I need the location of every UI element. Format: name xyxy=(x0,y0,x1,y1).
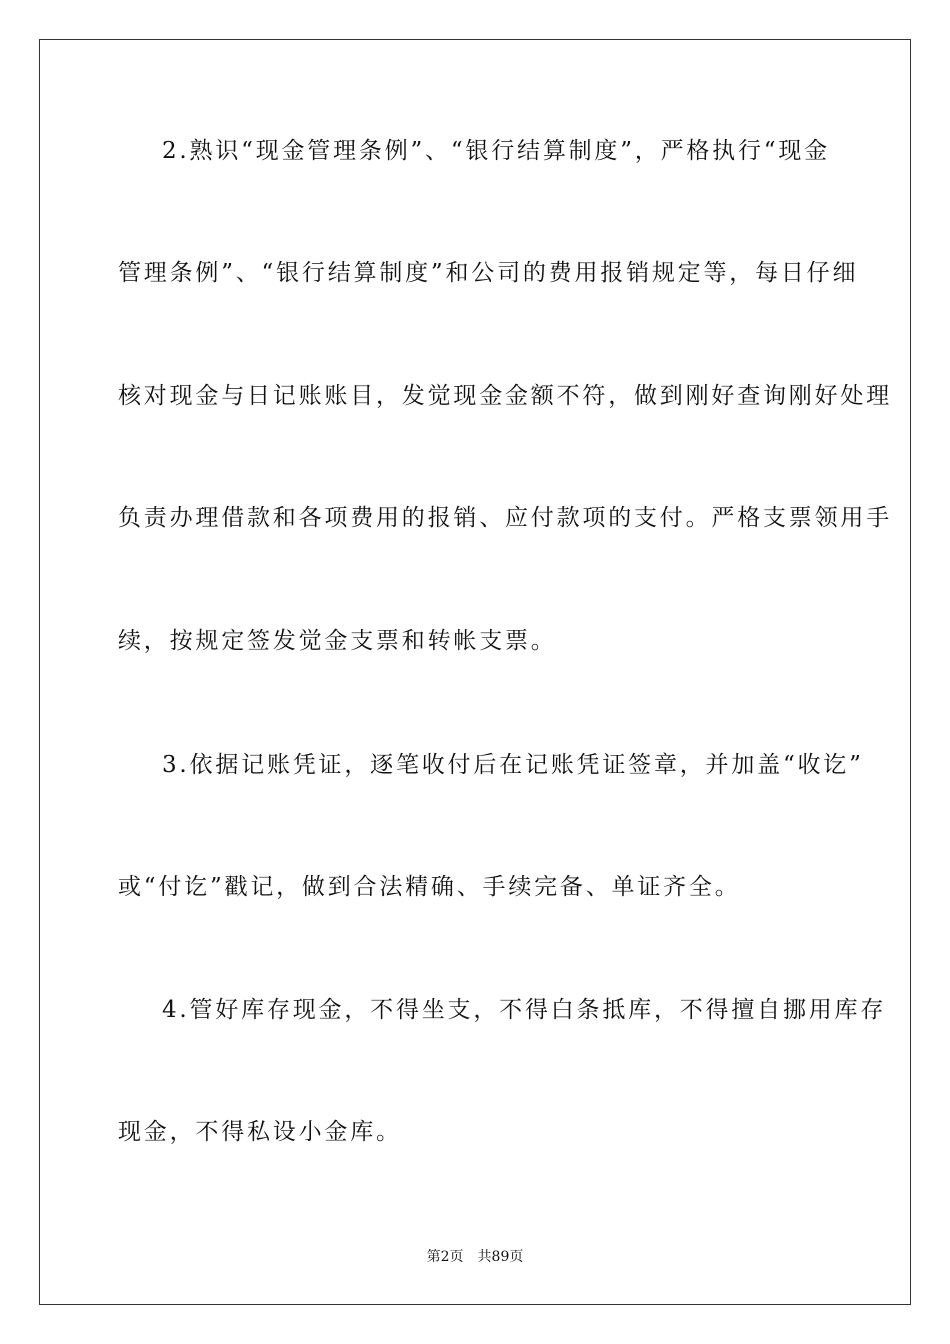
current-page-number: 第2页 xyxy=(426,1249,464,1265)
paragraph-line: 现金，不得私设小金库。 xyxy=(118,1119,402,1145)
total-page-count: 共89页 xyxy=(477,1249,524,1265)
paragraph-line: 3.依据记账凭证，逐笔收付后在记账凭证签章，并加盖“收讫” xyxy=(162,752,864,778)
paragraph-line: 续，按规定签发觉金支票和转帐支票。 xyxy=(118,628,557,654)
paragraph-line: 管理条例”、“银行结算制度”和公司的费用报销规定等，每日仔细 xyxy=(118,260,859,286)
paragraph-line: 核对现金与日记账账目，发觉现金金额不符，做到刚好查询刚好处理 xyxy=(118,383,892,409)
paragraph-line: 4.管好库存现金，不得坐支，不得白条抵库，不得擅自挪用库存 xyxy=(162,997,887,1023)
page-footer xyxy=(0,1247,950,1267)
paragraph-line: 或“付讫”戳记，做到合法精确、手续完备、单证齐全。 xyxy=(118,874,741,900)
page-border xyxy=(39,39,911,1305)
paragraph-line: 负责办理借款和各项费用的报销、应付款项的支付。严格支票领用手 xyxy=(118,505,892,531)
paragraph-line: 2.熟识“现金管理条例”、“银行结算制度”，严格执行“现金 xyxy=(162,138,830,164)
